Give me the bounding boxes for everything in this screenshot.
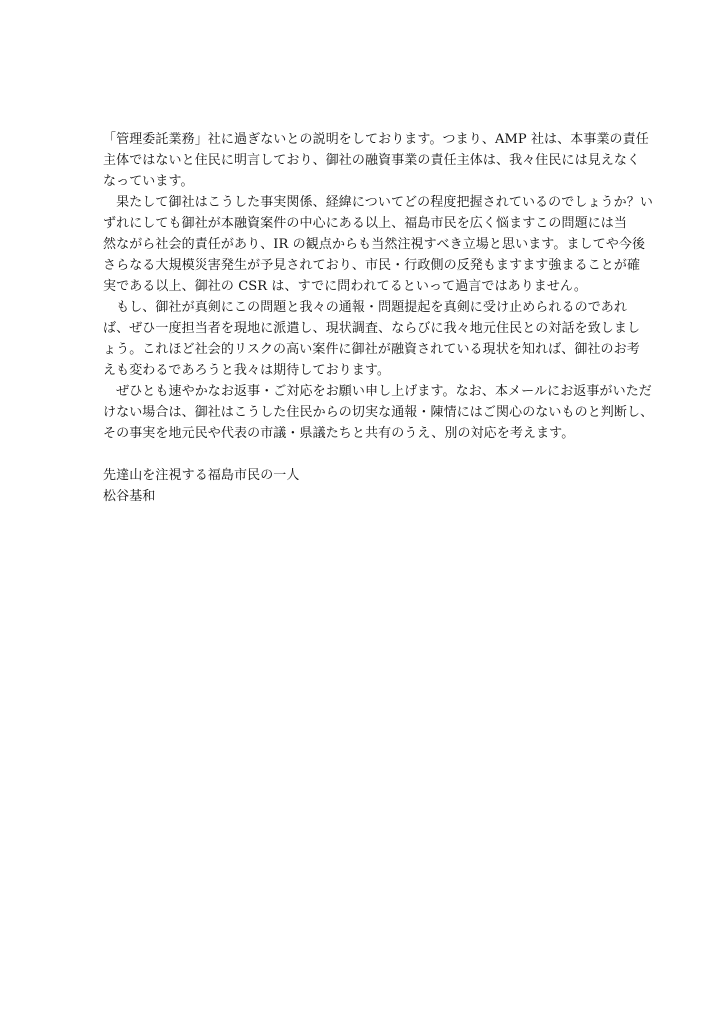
paragraph-line: えも変わるであろうと我々は期待しております。	[103, 363, 391, 378]
signature-affiliation: 先達山を注視する福島市民の一人	[103, 468, 300, 483]
paragraph-line: もし、御社が真剣にこの問題と我々の通報・問題提起を真剣に受け止められるのであれ	[103, 300, 628, 315]
paragraph-line: ょう。これほど社会的リスクの高い案件に御社が融資されている現状を知れば、御社のお考	[103, 342, 640, 357]
paragraph-line: なっています。	[103, 174, 194, 189]
blank-line	[103, 444, 633, 465]
paragraph-line: 主体ではないと住民に明言しており、御社の融資事業の責任主体は、我々住民には見えなく	[103, 153, 641, 168]
signature-name: 松谷基和	[103, 489, 156, 504]
letter-body	[103, 129, 654, 507]
paragraph-line: ば、ぜひ一度担当者を現地に派遣し、現状調査、ならびに我々地元住民との対話を致しまし	[103, 321, 641, 336]
paragraph-line: ぜひとも速やかなお返事・ご対応をお願い申し上げます。なお、本メールにお返事がいただ	[103, 384, 652, 399]
paragraph-line: さらなる大規模災害発生が予見されており、市民・行政側の反発もますます強まることが確	[103, 258, 641, 273]
paragraph-line: その事実を地元民や代表の市議・県議たちと共有のうえ、別の対応を考えます。	[103, 426, 575, 441]
paragraph-line: 「管理委託業務」社に過ぎないとの説明をしております。つまり、AMP 社は、本事業の責任	[103, 132, 649, 147]
paragraph-line: 果たして御社はこうした事実関係、経緯についてどの程度把握されているのでしょうか？い	[103, 195, 653, 210]
paragraph-line: ずれにしても御社が本融資案件の中心にある以上、福島市民を広く悩ますこの問題には当	[103, 216, 628, 231]
paragraph-line: 実である以上、御社の CSR は、すでに問われてるといって過言ではありません。	[103, 279, 587, 294]
paragraph-line: けない場合は、御社はこうした住民からの切実な通報・陳情にはご関心のないものと判断し、	[103, 405, 654, 420]
paragraph-line: 然ながら社会的責任があり、IR の観点からも当然注視すべき立場と思います。ましてや今後	[103, 237, 646, 252]
